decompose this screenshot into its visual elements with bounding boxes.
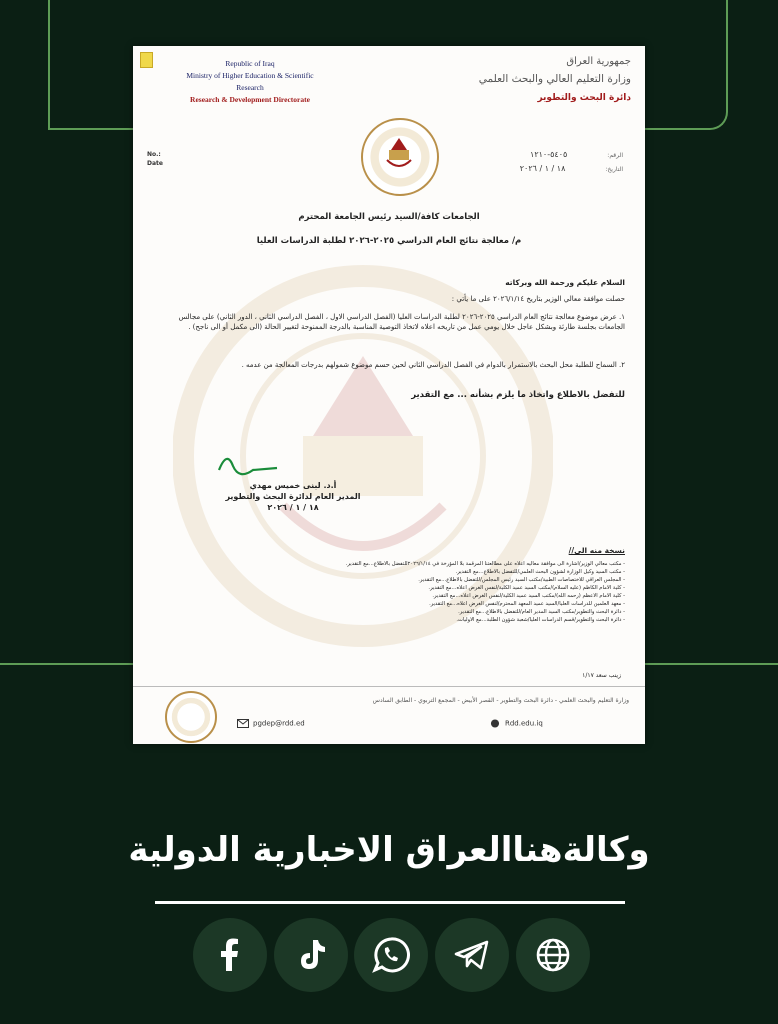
date-label-en: Date xyxy=(147,160,163,167)
frame-line-left xyxy=(48,0,50,130)
signature-block xyxy=(193,446,393,513)
greeting: السلام عليكم ورحمة الله وبركاته xyxy=(505,278,625,287)
list-item: - معهد العلمين للدراسات العليا/السيد عميد المعهد المحترم/لنفس الغرض اعلاه...مع التقدير. xyxy=(429,601,625,607)
email-icon xyxy=(237,719,249,728)
header-arabic xyxy=(451,56,631,103)
header-english xyxy=(155,58,345,106)
subject-line: م/ معالجة نتائج العام الدراسي ٢٠٢٥-٢٠٢٦ لطلبة الدراسات العليا xyxy=(256,236,522,246)
footer-website[interactable] xyxy=(489,719,543,728)
copies-heading: نسخة منه الى// xyxy=(568,546,625,555)
republic-en: Republic of Iraq xyxy=(225,59,275,68)
signature-date: ١٨ / ١ / ٢٠٢٦ xyxy=(267,503,319,512)
no-label-ar: الرقم: xyxy=(607,152,623,159)
agency-underline xyxy=(155,901,625,904)
list-item: - المجلس العراقي للاختصاصات الطبية/مكتب السيد رئيس المجلس/للتفضل بالاطلاع...مع التقدير. xyxy=(418,577,625,583)
no-label-en: No.: xyxy=(147,151,161,158)
website-text: Rdd.edu.iq xyxy=(505,719,543,728)
typist-initials: زينب سعد ١/١٧ xyxy=(582,672,621,679)
document-footer xyxy=(133,686,645,744)
closing-line: للتفضل بالاطلاع واتخاذ ما يلزم بشأنه ... مع التقدير xyxy=(411,390,625,400)
list-item: - مكتب معالي الوزير/اشارة الى موافقة معاليه اعلاه على مطالعتنا المرقمة بلا المؤرخة في ٢٠٢٦/١/١٤للتفضل بالاطلاع...مع التقدير. xyxy=(345,561,625,567)
signatory-title: المدير العام لدائرة البحث والتطوير xyxy=(225,492,361,501)
ref-arabic xyxy=(520,148,623,176)
footer-seal-icon xyxy=(165,691,217,743)
globe-small-icon xyxy=(489,719,501,728)
addressee: الجامعات كافة/السيد رئيس الجامعة المحترم xyxy=(298,212,480,222)
list-item: - دائرة البحث والتطوير/مكتب السيد المدير العام/للتفضل بالاطلاع...مع التقدير. xyxy=(458,609,625,615)
ministry-en: Ministry of Higher Education & Scientific xyxy=(186,71,314,80)
footer-address: وزارة التعليم والبحث العلمي - دائرة البحث والتطوير - القصر الأبيض - المجمع التربوي - الطابق السادس xyxy=(372,697,629,704)
official-document xyxy=(133,46,645,744)
point-2: ٢. السماح للطلبة محل البحث بالاستمرار بالدوام في الفصل الدراسي الثاني لحين حسم موضوع شمولهم بدرجات المعالجة من عدمه . xyxy=(241,361,625,369)
whatsapp-button[interactable] xyxy=(354,918,428,992)
tiktok-button[interactable] xyxy=(274,918,348,992)
ministry-ar: وزارة التعليم العالي والبحث العلمي xyxy=(478,73,631,85)
list-item: - كلية الامام الكاظم (عليه السلام)/مكتب السيد عميد الكلية/لنفس الغرض اعلاه...مع التقدير. xyxy=(428,585,625,591)
point-1: ١. عرض موضوع معالجة نتائج العام الدراسي ٢٠٢٥-٢٠٢٦ لطلبة الدراسات العليا (الفصل الدراسي الاول ، الفصل الدراسي الثاني ، الدور الثاني) على مجالس الجامعات بجلسة طارئة وبشكل عاجل خلال يومي عمل من تاريخه اعلاه لاتخاذ التوصية المناسبة بالدرجة الممنوحة لتغيير الحالة (الى مكمل أو الى ناجح) . xyxy=(178,313,625,331)
telegram-icon xyxy=(453,936,491,974)
ministry-seal-icon xyxy=(361,118,439,196)
directorate-en: Research & Development Directorate xyxy=(190,95,310,104)
list-item: - دائرة البحث والتطوير/قسم الدراسات العليا/شعبة شؤون الطلبة...مع الاوليات. xyxy=(456,617,625,623)
list-item: - كلية الامام الاعظم (رحمه الله)/مكتب السيد عميد الكلية/لنفس الغرض اعلاه...مع التقدير. xyxy=(432,593,625,599)
ref-date: ١٨ / ١ / ٢٠٢٦ xyxy=(519,164,566,173)
telegram-button[interactable] xyxy=(435,918,509,992)
ministry-en-2: Research xyxy=(236,83,264,92)
email-text: pgdep@rdd.ed xyxy=(253,719,305,728)
footer-email[interactable] xyxy=(237,719,305,728)
facebook-icon xyxy=(212,937,248,973)
whatsapp-icon xyxy=(372,936,410,974)
website-button[interactable] xyxy=(516,918,590,992)
facebook-button[interactable] xyxy=(193,918,267,992)
directorate-ar: دائرة البحث والتطوير xyxy=(537,93,631,103)
intro-text: حصلت موافقة معالي الوزير بتاريخ ٢٠٢٦/١/١٤ على ما يأتي : xyxy=(451,295,625,303)
agency-name: وكالةهناالعراق الاخبارية الدولية xyxy=(128,830,650,870)
sticky-note-icon xyxy=(140,52,153,68)
tiktok-icon xyxy=(293,937,329,973)
copies-list xyxy=(145,560,625,624)
list-item: - مكتب السيد وكيل الوزارة لشؤون البحث العلمي/للتفضل بالاطلاع...مع التقدير. xyxy=(455,569,625,575)
ref-labels-en xyxy=(147,150,163,168)
ref-number: ٥٤٠٥-١٢١٠ xyxy=(530,150,568,159)
signature-icon xyxy=(213,446,283,480)
republic-ar: جمهورية العراق xyxy=(566,56,631,67)
globe-icon xyxy=(534,936,572,974)
date-label-ar: التاريخ: xyxy=(605,166,623,173)
signatory-name: أ.د. لبنى خميس مهدي xyxy=(249,481,337,490)
